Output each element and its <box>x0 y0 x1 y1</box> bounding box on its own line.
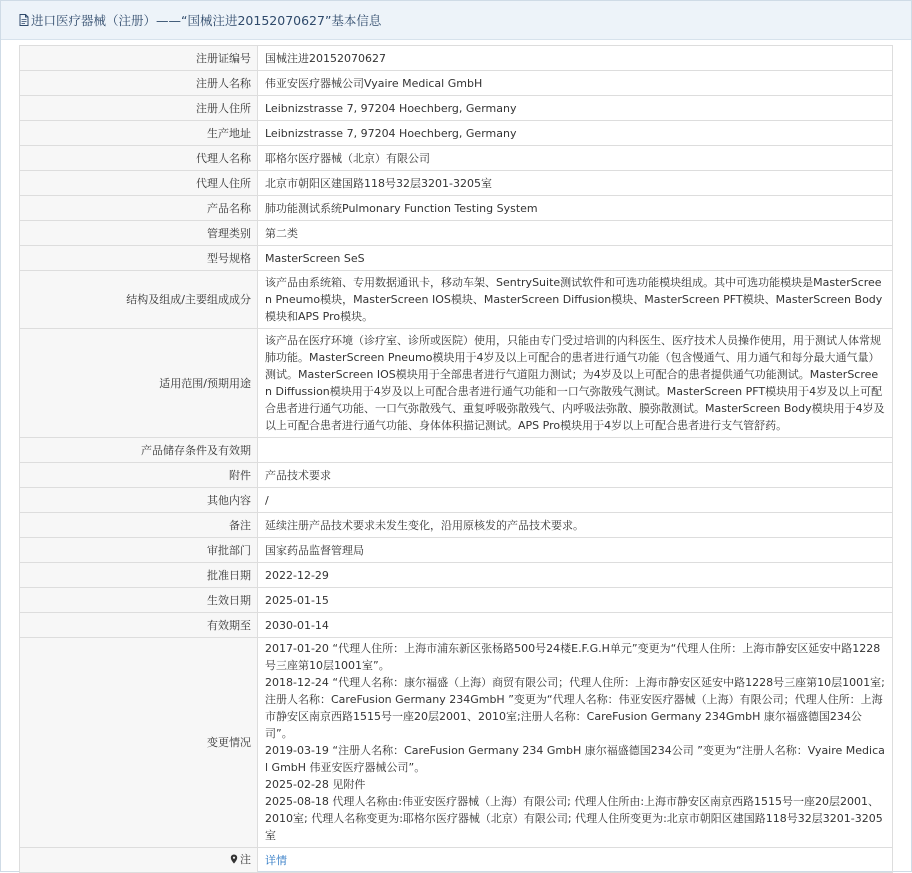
table-row-approval-dept <box>20 538 893 563</box>
field-label-reg-no: 注册证编号 <box>20 46 258 71</box>
table-row-note <box>20 848 893 873</box>
field-value-expiry-date: 2030-01-14 <box>258 613 893 638</box>
field-value-category: 第二类 <box>258 221 893 246</box>
change-entry: 2025-08-18 代理人名称由:伟亚安医疗器械（上海）有限公司; 代理人住所由:上海市静安区南京西路1515号一座20层2001、2010室; 代理人名称变更为:耶格尔医疗器械（北京）有限公司; 代理人住所变更为:北京市朝阳区建国路118号32层3201-3205室 <box>265 795 883 842</box>
field-value-model: MasterScreen SeS <box>258 246 893 271</box>
field-value-note <box>258 848 893 873</box>
field-value-changes <box>258 638 893 848</box>
note-label <box>230 851 251 868</box>
page-title: 进口医疗器械（注册）——“国械注进20152070627”基本信息 <box>31 13 382 28</box>
table-row-manufacture-address <box>20 121 893 146</box>
field-value-storage <box>258 438 893 463</box>
field-value-agent-address: 北京市朝阳区建国路118号32层3201-3205室 <box>258 171 893 196</box>
table-row-approval-date <box>20 563 893 588</box>
table-row-agent-name <box>20 146 893 171</box>
field-label-approval-dept: 审批部门 <box>20 538 258 563</box>
table-row-registrant-address <box>20 96 893 121</box>
field-label-product-name: 产品名称 <box>20 196 258 221</box>
field-label-changes: 变更情况 <box>20 638 258 848</box>
table-row-changes <box>20 638 893 848</box>
table-row-structure <box>20 271 893 329</box>
table-row-effective-date <box>20 588 893 613</box>
field-value-effective-date: 2025-01-15 <box>258 588 893 613</box>
page-header <box>1 1 911 40</box>
field-value-scope: 该产品在医疗环境（诊疗室、诊所或医院）使用，只能由专门受过培训的内科医生、医疗技术人员操作使用，用于测试人体常规肺功能。MasterScreen Pneumo模块用于4岁及以上可配合的患者进行通气功能（包含慢通气、用力通气和每分最大通气量）测试。MasterScreen IOS模块用于全部患者进行气道阻力测试；为4岁及以上可配合的患者提供通气功能测试。MasterScreen Diffussion模块用于4岁及以上可配合患者进行通气功能和一口气弥散残气测试。MasterScreen PFT模块用于4岁及以上可配合患者进行通气功能、一口气弥散残气、重复呼吸弥散残气、内呼吸法弥散、膜弥散测试。MasterScreen Body模块用于4岁及以上可配合患者进行通气功能、身体体积描记测试。APS Pro模块用于4岁以上可配合患者进行支气管舒药。 <box>258 329 893 438</box>
table-row-registrant <box>20 71 893 96</box>
table-row-remark <box>20 513 893 538</box>
field-value-product-name: 肺功能测试系统Pulmonary Function Testing System <box>258 196 893 221</box>
document-icon <box>19 14 29 26</box>
field-label-scope: 适用范围/预期用途 <box>20 329 258 438</box>
field-value-attachment: 产品技术要求 <box>258 463 893 488</box>
field-label-structure: 结构及组成/主要组成成分 <box>20 271 258 329</box>
field-value-other: / <box>258 488 893 513</box>
field-value-reg-no: 国械注进20152070627 <box>258 46 893 71</box>
field-label-agent-name: 代理人名称 <box>20 146 258 171</box>
table-row-storage <box>20 438 893 463</box>
table-row-reg-no <box>20 46 893 71</box>
table-row-agent-address <box>20 171 893 196</box>
field-value-agent-name: 耶格尔医疗器械（北京）有限公司 <box>258 146 893 171</box>
table-row-model <box>20 246 893 271</box>
field-label-other: 其他内容 <box>20 488 258 513</box>
details-link[interactable]: 详情 <box>265 853 287 867</box>
note-label-text: 注 <box>240 852 251 866</box>
table-row-attachment <box>20 463 893 488</box>
table-row-scope <box>20 329 893 438</box>
change-entry: 2017-01-20 “代理人住所：上海市浦东新区张杨路500号24楼E.F.G.H单元”变更为“代理人住所：上海市静安区延安中路1228号三座第10层1001室”。 <box>265 642 881 672</box>
field-label-manufacture-address: 生产地址 <box>20 121 258 146</box>
change-entry: 2025-02-28 见附件 <box>265 778 366 791</box>
field-label-model: 型号规格 <box>20 246 258 271</box>
field-label-registrant: 注册人名称 <box>20 71 258 96</box>
field-label-note <box>20 848 258 873</box>
field-value-approval-dept: 国家药品监督管理局 <box>258 538 893 563</box>
table-row-category <box>20 221 893 246</box>
field-value-registrant-address: Leibnizstrasse 7, 97204 Hoechberg, Germany <box>258 96 893 121</box>
field-label-remark: 备注 <box>20 513 258 538</box>
field-label-registrant-address: 注册人住所 <box>20 96 258 121</box>
table-row-product-name <box>20 196 893 221</box>
change-entry: 2019-03-19 “注册人名称：CareFusion Germany 234 GmbH 康尔福盛德国234公司 ”变更为“注册人名称：Vyaire Medical GmbH 伟亚安医疗器械公司”。 <box>265 744 885 774</box>
field-value-registrant: 伟亚安医疗器械公司Vyaire Medical GmbH <box>258 71 893 96</box>
change-entry: 2018-12-24 “代理人名称：康尔福盛（上海）商贸有限公司；代理人住所：上海市静安区延安中路1228号三座第10层1001室;注册人名称：CareFusion Germany 234GmbH ”变更为“代理人名称：伟亚安医疗器械（上海）有限公司；代理人住所：上海市静安区南京西路1515号一座20层2001、2010室;注册人名称：CareFusion Germany 234GmbH 康尔福盛德国234公司”。 <box>265 676 885 740</box>
field-value-remark: 延续注册产品技术要求未发生变化，沿用原核发的产品技术要求。 <box>258 513 893 538</box>
table-row-other <box>20 488 893 513</box>
table-row-expiry-date <box>20 613 893 638</box>
field-value-structure: 该产品由系统箱、专用数据通讯卡，移动车架、SentrySuite测试软件和可选功能模块组成。其中可选功能模块是MasterScreen Pneumo模块，MasterScreen IOS模块、MasterScreen Diffusion模块、MasterScreen PFT模块、MasterScreen Body模块和APS Pro模块。 <box>258 271 893 329</box>
field-label-approval-date: 批准日期 <box>20 563 258 588</box>
field-value-approval-date: 2022-12-29 <box>258 563 893 588</box>
map-pin-icon <box>230 854 238 864</box>
info-table <box>19 45 893 873</box>
field-label-storage: 产品储存条件及有效期 <box>20 438 258 463</box>
field-label-expiry-date: 有效期至 <box>20 613 258 638</box>
field-value-manufacture-address: Leibnizstrasse 7, 97204 Hoechberg, Germany <box>258 121 893 146</box>
field-label-attachment: 附件 <box>20 463 258 488</box>
field-label-agent-address: 代理人住所 <box>20 171 258 196</box>
field-label-category: 管理类别 <box>20 221 258 246</box>
field-label-effective-date: 生效日期 <box>20 588 258 613</box>
